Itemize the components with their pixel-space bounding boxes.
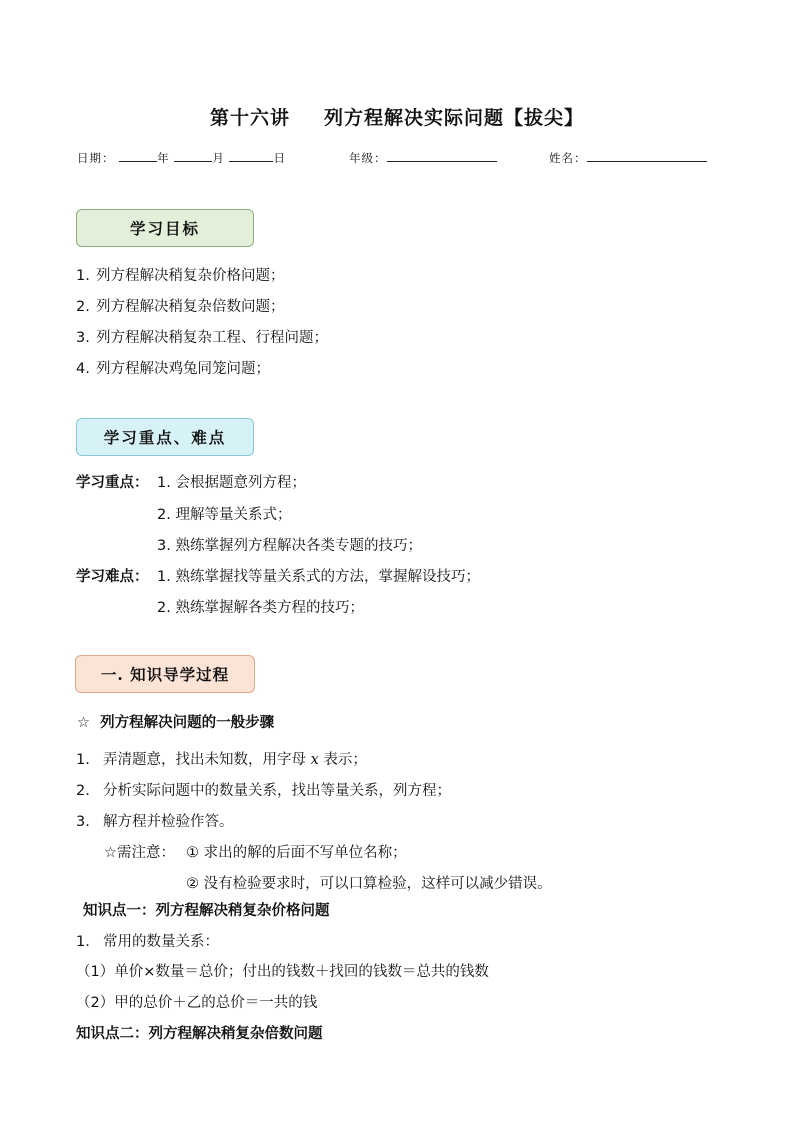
- point1-item: 1. 常用的数量关系：: [76, 934, 219, 950]
- goal-item: 3. 列方程解决稍复杂工程、行程问题；: [76, 330, 328, 346]
- date-day-blank: [229, 149, 273, 162]
- grade-field: 年级：: [349, 149, 497, 166]
- date-year-blank: [119, 149, 157, 162]
- goal-item: 1. 列方程解决稍复杂价格问题；: [76, 268, 285, 284]
- difficulty-label: 学习难点：: [76, 569, 149, 585]
- goal-item: 2. 列方程解决稍复杂倍数问题；: [76, 299, 285, 315]
- step-item: 3. 解方程并检验作答。: [76, 814, 234, 830]
- page-title: 第十六讲 列方程解决实际问题【拔尖】: [209, 107, 585, 129]
- note-item: ② 没有检验要求时，可以口算检验，这样可以减少错误。: [186, 876, 552, 892]
- star-icon: ☆: [77, 715, 90, 731]
- name-field: 姓名：: [549, 149, 707, 166]
- focus-item: 1. 会根据题意列方程；: [157, 475, 306, 491]
- step-item: 1. 弄清题意，找出未知数，用字母 x 表示；: [76, 752, 367, 768]
- focus-item: 2. 理解等量关系式；: [157, 507, 292, 523]
- point1-title: 知识点一：列方程解决稍复杂价格问题: [83, 903, 330, 919]
- formula-line: （1）单价×数量＝总价；付出的钱数＋找回的钱数＝总共的钱数: [76, 964, 489, 980]
- formula-line: （2）甲的总价＋乙的总价＝一共的钱: [76, 995, 318, 1011]
- date-month-blank: [174, 149, 212, 162]
- grade-blank: [387, 149, 497, 162]
- steps-title: ☆ 列方程解决问题的一般步骤: [77, 715, 275, 731]
- goals-heading: 学习目标: [76, 209, 254, 247]
- name-blank: [587, 149, 707, 162]
- point2-title: 知识点二：列方程解决稍复杂倍数问题: [76, 1026, 323, 1042]
- focus-item: 3. 熟练掌握列方程解决各类专题的技巧；: [157, 538, 422, 554]
- note-label: ☆需注意：: [104, 845, 175, 861]
- note-item: ① 求出的解的后面不写单位名称；: [186, 845, 407, 861]
- difficulty-item: 1. 熟练掌握找等量关系式的方法，掌握解设技巧；: [157, 569, 480, 585]
- focus-label: 学习重点：: [76, 475, 149, 491]
- date-field: 日期： 年 月 日: [77, 151, 286, 165]
- difficulty-item: 2. 熟练掌握解各类方程的技巧；: [157, 600, 364, 616]
- key-points-heading: 学习重点、难点: [76, 418, 254, 456]
- goal-item: 4. 列方程解决鸡兔同笼问题；: [76, 361, 270, 377]
- knowledge-heading: 一. 知识导学过程: [75, 655, 255, 693]
- step-item: 2. 分析实际问题中的数量关系，找出等量关系，列方程；: [76, 783, 451, 799]
